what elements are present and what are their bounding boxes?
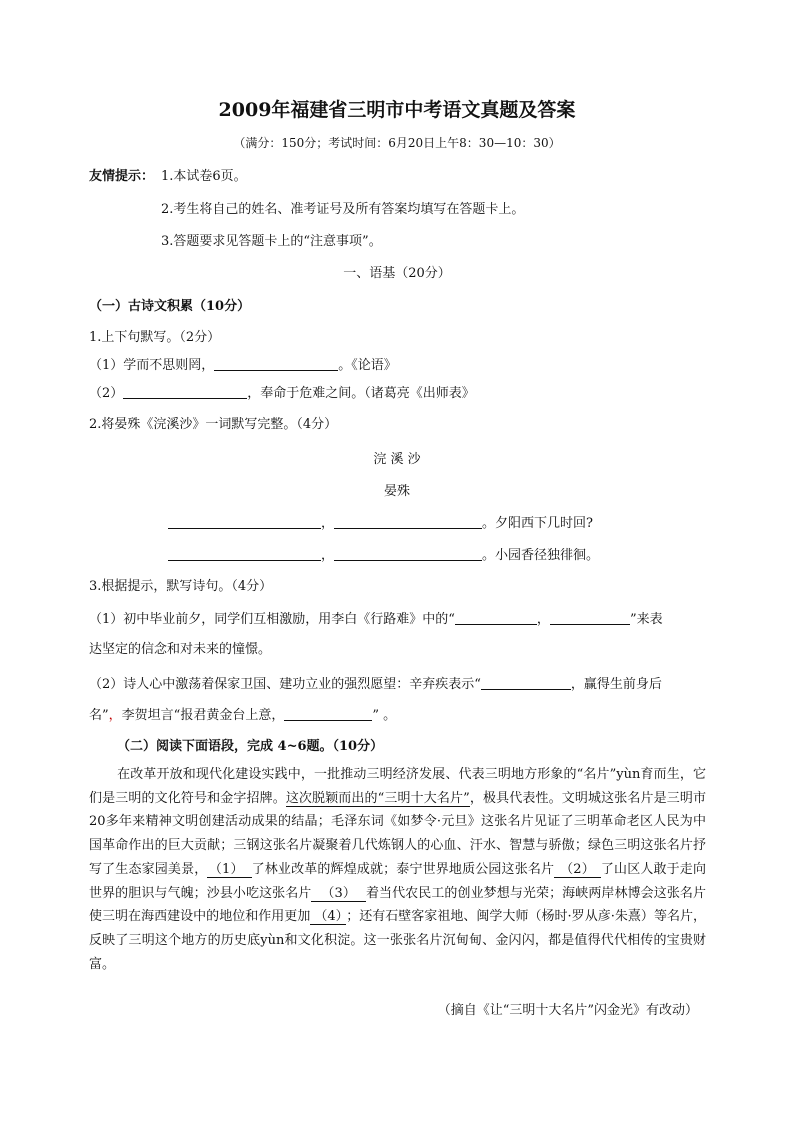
q1b-text: ，奉命于危难之间。（诸葛亮《出师表》 (247, 386, 475, 401)
q3a-end: ”来表 (629, 612, 663, 627)
q3b2-end: ” 。 (372, 708, 397, 723)
answer-blank[interactable] (334, 546, 482, 561)
section-title: 一、语基（20分） (343, 266, 451, 281)
tip-item: 3.答题要求见答题卡上的“注意事项”。 (161, 234, 382, 249)
tip-item: 2.考生将自己的姓名、准考证号及所有答案均填写在答题卡上。 (161, 202, 525, 217)
poem-line-1-end: 。夕阳西下几时回? (482, 516, 593, 531)
page-title: 2009年福建省三明市中考语文真题及答案 (218, 99, 576, 121)
blank-4: （4） (310, 909, 346, 925)
answer-blank[interactable] (481, 675, 571, 690)
answer-blank[interactable] (168, 514, 321, 529)
question-3-stem: 3.根据提示，默写诗句。（4分） (89, 579, 273, 594)
poem-line-2 (168, 546, 599, 565)
q3b-end: ，赢得生前身后 (570, 677, 662, 692)
answer-blank[interactable] (334, 514, 482, 529)
question-3-a-line2: 达坚定的信念和对未来的憧憬。 (89, 642, 272, 657)
poem-author: 晏殊 (383, 484, 410, 499)
answer-blank[interactable] (284, 706, 372, 721)
question-3-b-line2 (89, 706, 396, 725)
q3b2-text: 李贺坦言“报君黄金台上意， (121, 708, 285, 723)
tip-item: 1.本试卷6页。 (161, 169, 247, 184)
answer-blank[interactable] (168, 546, 321, 561)
passage-text: ，极具代表性。文明城这张名片是三明市20多年来精神文明创建活动成果的结晶；毛泽东词《如梦令·元旦》这张名片见证了三明革命老区人民为中国革命作出的巨大贡献；三钢这张名片凝聚着几代炼钢人的心血、汗水、智慧与骄傲；绿色三明这张名片抒写了生态家园美景， (89, 790, 706, 877)
blank-2: （2） (554, 862, 601, 878)
q1b-label: （2） (89, 386, 124, 401)
question-1-a (89, 356, 397, 375)
answer-blank[interactable] (214, 356, 338, 371)
part-title: （一）古诗文积累（10分） (89, 299, 251, 314)
passage-text: 着当代农民工的创业梦想与光荣；海峡两岸林博会这张名片使三明在海西建设中的地位和作用更加 (89, 885, 706, 925)
comma: ， (321, 548, 335, 563)
passage-text: 在改革开放和现代化建设实践中，一批推动三明经济发展、代表三明地方形象的“名片”yùn育而生，它们是三明的文化符号和金字招牌。 (89, 767, 706, 806)
question-3-b-line1 (89, 675, 662, 694)
reading-passage (89, 763, 706, 976)
blank-1: （1） (207, 862, 251, 878)
poem-line-2-end: 。小园香径独徘徊。 (482, 548, 600, 563)
part-title: （二）阅读下面语段，完成 4~6题。（10分） (117, 739, 384, 754)
blank-3: （3） (311, 886, 366, 902)
passage-text: 了山区人敢于走向世界的胆识与气魄；沙县小吃这张名片 (89, 861, 706, 901)
exam-info: （满分：150分；考试时间：6月20日上午8：30—10：30） (233, 136, 561, 150)
passage-text: 了林业改革的辉煌成就；泰宁世界地质公园这张名片 (251, 861, 555, 877)
answer-blank[interactable] (123, 384, 247, 399)
question-1-b (89, 384, 475, 403)
question-2-stem: 2.将晏殊《浣溪沙》一词默写完整。（4分） (89, 417, 338, 432)
underlined-sentence: 这次脱颖而出的“三明十大名片” (285, 790, 470, 806)
q3b2-start: 名” (89, 708, 109, 723)
comma: ， (321, 516, 335, 531)
red-comma: ， (108, 708, 122, 723)
poem-line-1 (168, 514, 593, 533)
passage-text: ；还有石壁客家祖地、闽学大师（杨时·罗从彦·朱熹）等名片，反映了三明这个地方的历史底yùn和文化积淀。这一张张名片沉甸甸、金闪闪，都是值得代代相传的宝贵财富。 (89, 909, 706, 972)
question-1-stem: 1.上下句默写。（2分） (89, 330, 221, 345)
answer-blank[interactable] (550, 610, 630, 625)
q1a-source: 。《论语》 (338, 358, 397, 373)
question-3-a-line1 (89, 610, 663, 629)
passage-source: （摘自《让“三明十大名片”闪金光》有改动） (437, 1003, 698, 1018)
q1a-text: （1）学而不思则罔， (89, 358, 215, 373)
q3a-text: （1）初中毕业前夕，同学们互相激励，用李白《行路难》中的“ (89, 612, 455, 627)
q3b-text: （2）诗人心中激荡着保家卫国、建功立业的强烈愿望：辛弃疾表示“ (89, 677, 481, 692)
answer-blank[interactable] (455, 610, 537, 625)
q3a-comma: ， (536, 612, 550, 627)
tips-label: 友情提示： (89, 169, 155, 184)
poem-title: 浣 溪 沙 (373, 452, 421, 467)
